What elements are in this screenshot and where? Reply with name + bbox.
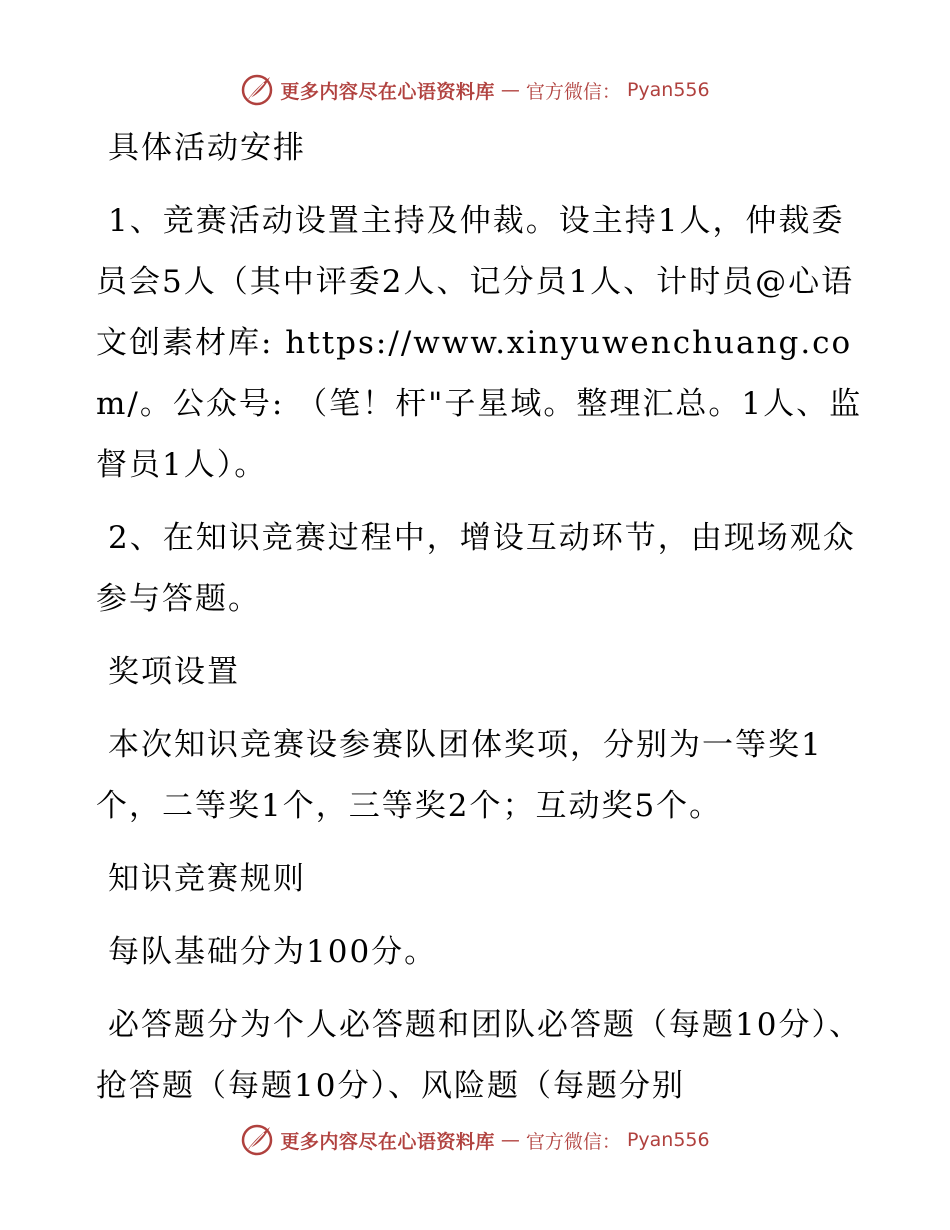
watermark-separator: —: [500, 1129, 520, 1151]
watermark-contact-label: 官方微信：: [525, 80, 621, 103]
watermark-inner: [240, 1123, 709, 1157]
watermark-contact-id: Pyan556: [626, 79, 710, 101]
document-body: [96, 118, 866, 1129]
footer-watermark: [0, 1120, 950, 1160]
paragraph-interaction: 2、在知识竞赛过程中，增设互动环节，由现场观众参与答题。: [96, 520, 856, 617]
paragraph-question-types: 必答题分为个人必答题和团队必答题（每题10分）、抢答题（每题10分）、风险题（每题分别: [96, 1007, 862, 1104]
watermark-contact-id: Pyan556: [626, 1129, 710, 1151]
section-heading-rules: 知识竞赛规则: [108, 861, 306, 897]
watermark-inner: [240, 73, 709, 107]
section-heading-awards: 奖项设置: [108, 654, 240, 690]
quill-logo-icon: [240, 73, 274, 107]
paragraph-awards: 本次知识竞赛设参赛队团体奖项，分别为一等奖1个，二等奖1个，三等奖2个；互动奖5个。: [96, 727, 823, 824]
header-watermark: [0, 70, 950, 110]
watermark-site-text: 更多内容尽在心语资料库: [280, 1130, 495, 1153]
watermark-site-text: 更多内容尽在心语资料库: [280, 80, 495, 103]
quill-logo-icon: [240, 1123, 274, 1157]
paragraph-base-score: 每队基础分为100分。: [108, 934, 438, 970]
watermark-contact-label: 官方微信：: [525, 1130, 621, 1153]
paragraph-host-arbitration: 1、竞赛活动设置主持及仲裁。设主持1人，仲裁委员会5人（其中评委2人、记分员1人、计时员@心语文创素材库: https://www.xinyuwenchuang.com/。公众号: （笔！杆"子星域。整理汇总。1人、监督员1人）。: [96, 203, 863, 483]
watermark-separator: —: [500, 79, 520, 101]
section-heading-arrangement: 具体活动安排: [108, 130, 306, 166]
